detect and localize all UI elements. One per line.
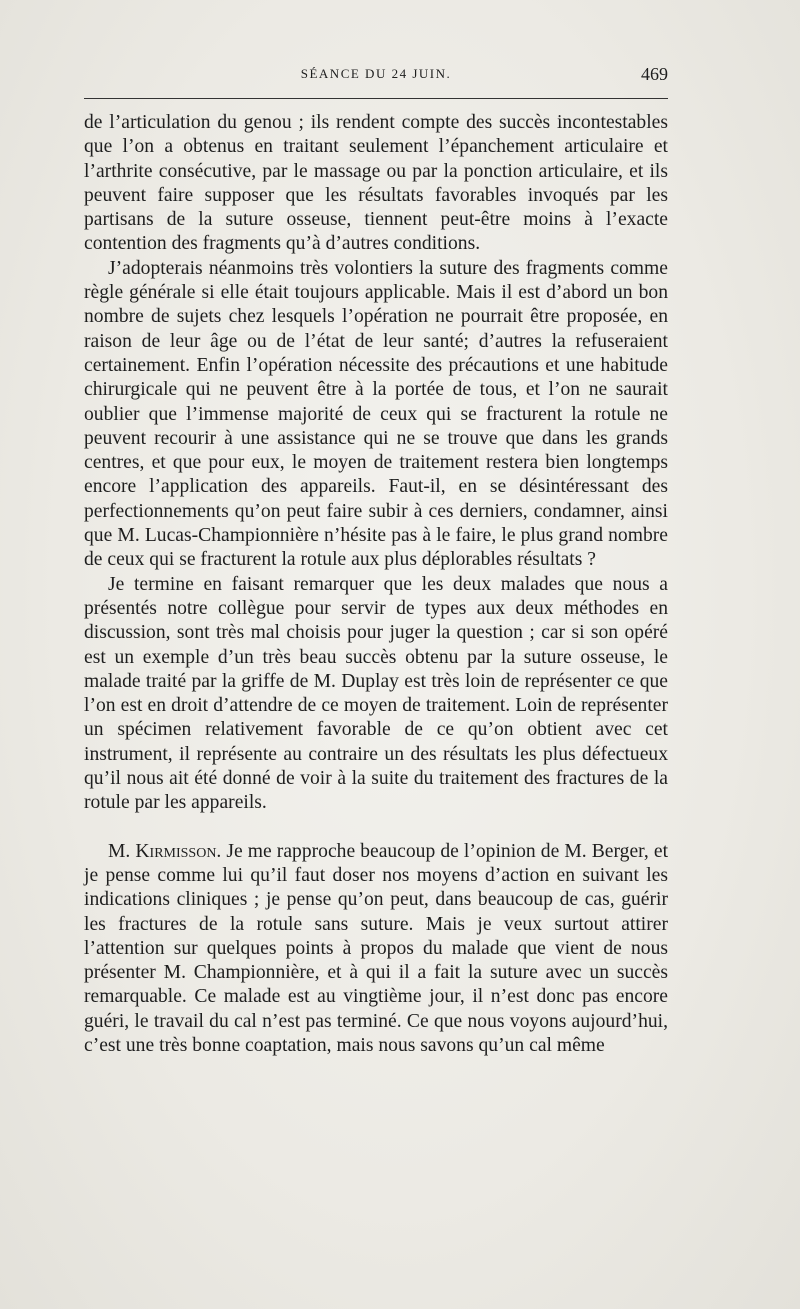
header-rule — [84, 98, 668, 99]
speaker-name: M. Kirmisson. — [108, 840, 222, 862]
body-text — [84, 111, 668, 1058]
page-header — [84, 64, 668, 90]
paragraph-1: de l’articulation du genou ; ils rendent compte des succès incontestables que l’on a obtenus en traitant seulement l’épanchement articulaire et l’arthrite consécutive, par le massage ou par la ponction articulaire, et ils peuvent faire supposer que les résultats favorables invoqués par les partisans de la suture osseuse, tiennent peut-être moins à l’exacte contention des fragments qu’à d’autres conditions. — [84, 112, 668, 255]
page-number: 469 — [641, 64, 668, 84]
paragraph-4-text: Je me rapproche beaucoup de l’opinion de M. Berger, et je pense comme lui qu’il faut doser nos moyens d’action en suivant les indications cliniques ; je pense qu’on peut, dans beaucoup de cas, guérir les fractures de la rotule sans suture. Mais je veux surtout attirer l’attention sur quelques points à propos du malade que vient de nous présenter M. Championnière, et à qui il a fait la suture avec un succès remarquable. Ce malade est au vingtième jour, il n’est donc pas encore guéri, le travail du cal n’est pas terminé. Ce que nous voyons aujourd’hui, c’est une très bonne coaptation, mais nous savons qu’un cal même — [84, 840, 669, 1056]
paragraph-3: Je termine en faisant remarquer que les deux malades que nous a présentés notre collègue pour servir de types aux deux méthodes en discussion, sont très mal choisis pour juger la question ; car si son opéré est un exemple d’un très beau succès obtenu par la suture osseuse, le malade traité par la griffe de M. Duplay est très loin de représenter ce que l’on est en droit d’attendre de ce moyen de traitement. Loin de représenter un spécimen relativement favorable de ce qu’on obtient avec cet instrument, il représente au contraire un des résultats les plus défectueux qu’il nous ait été donné de voir à la suite du traitement des fractures de la rotule par les appareils. — [84, 573, 668, 814]
running-head: SÉANCE DU 24 JUIN. — [300, 66, 452, 81]
paragraph-2: J’adopterais néanmoins très volontiers la suture des fragments comme règle générale si elle était toujours applicable. Mais il est d’abord un bon nombre de sujets chez lesquels l’opération ne pourrait être proposée, en raison de leur âge ou de l’état de leur santé; d’autres la refuseraient certainement. Enfin l’opération nécessite des précautions et une habitude chirurgicale qui ne peuvent être à la portée de tous, et l’on ne saurait oublier que l’immense majorité de ceux qui se fracturent la rotule ne peuvent recourir à une assistance qui ne se trouve que dans les grands centres, et que pour eux, le moyen de traitement restera bien longtemps encore l’application des appareils. Faut-il, en se désintéressant des perfectionnements qu’on peut faire subir à ces derniers, condamner, ainsi que M. Lucas-Championnière n’hésite pas à le faire, le plus grand nombre de ceux qui se fracturent la rotule aux plus déplorables résultats ? — [84, 257, 668, 571]
paragraph-4 — [84, 840, 668, 1059]
